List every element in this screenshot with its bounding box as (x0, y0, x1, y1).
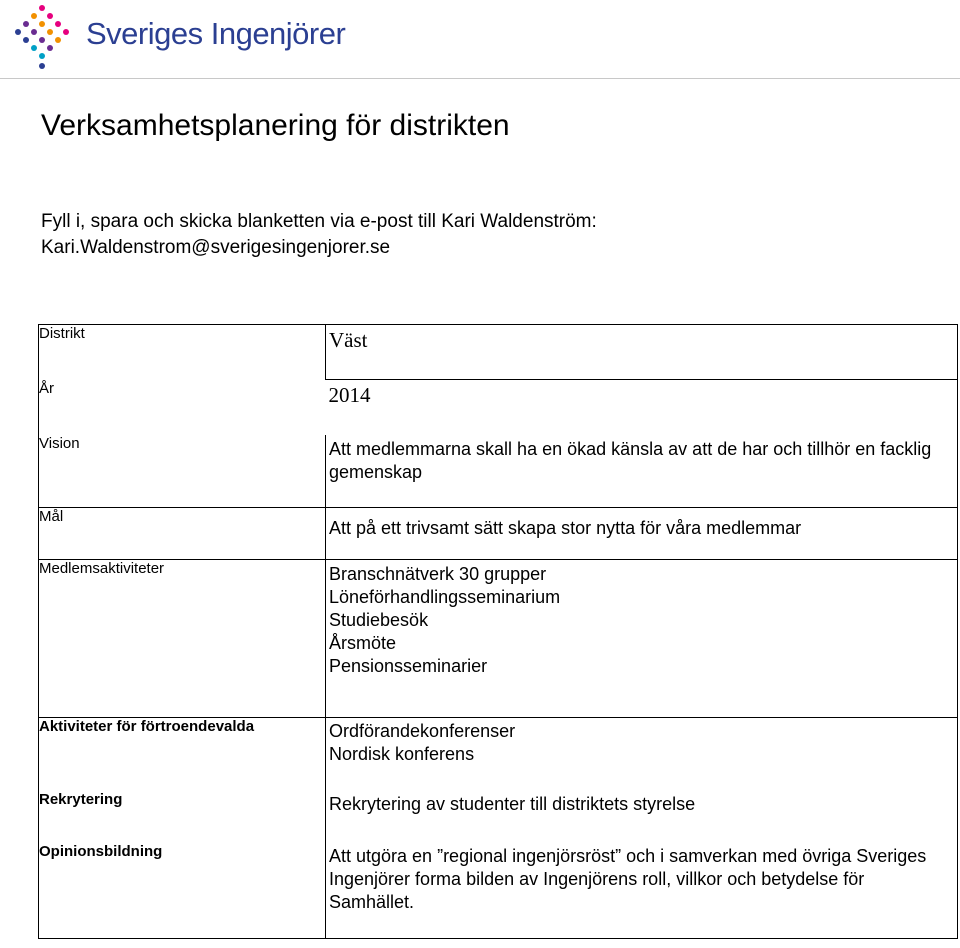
form-row-ar (39, 380, 958, 435)
instructions (41, 209, 681, 261)
form-row-opinionsbildning (39, 843, 958, 939)
form-row-rekrytering (39, 791, 958, 843)
header-divider (0, 78, 960, 79)
field-fortroendevalda[interactable] (326, 718, 958, 791)
form-row-distrikt (39, 325, 958, 380)
planning-form-table (38, 324, 958, 939)
form-row-fortroendevalda (39, 718, 958, 791)
field-rekrytering[interactable]: Rekrytering av studenter till distriktets styrelse (326, 791, 958, 843)
list-item: Pensionsseminarier (329, 656, 488, 676)
field-distrikt[interactable]: Väst (326, 325, 958, 380)
field-mal[interactable]: Att på ett trivsamt sätt skapa stor nytta för våra medlemmar (326, 508, 958, 560)
list-item: Studiebesök (329, 610, 429, 630)
list-item: Branschnätverk 30 grupper (329, 564, 547, 584)
dot-grid-logo-icon (6, 2, 78, 72)
label-ar: År (39, 380, 326, 435)
label-mal: Mål (39, 508, 326, 560)
field-opinionsbildning[interactable]: Att utgöra en ”regional ingenjörsröst” och i samverkan med övriga Sveriges Ingenjörer forma bilden av Ingenjörens roll, villkor och betydelse för Samhället. (326, 843, 958, 939)
list-item: Årsmöte (329, 633, 397, 653)
label-fortroendevalda: Aktiviteter för förtroendevalda (39, 718, 326, 791)
field-vision[interactable]: Att medlemmarna skall ha en ökad känsla av att de har och tillhör en facklig gemenskap (326, 435, 958, 508)
list-item: Nordisk konferens (329, 744, 475, 764)
email-address: Kari.Waldenstrom@sverigesingenjorer.se (41, 237, 391, 258)
field-ar[interactable]: 2014 (326, 380, 958, 435)
form-row-mal (39, 508, 958, 560)
label-vision: Vision (39, 435, 326, 508)
page-title: Verksamhetsplanering för distrikten (41, 109, 510, 142)
label-rekrytering: Rekrytering (39, 791, 326, 843)
label-distrikt: Distrikt (39, 325, 326, 380)
form-row-medlemsaktiviteter (39, 560, 958, 718)
field-medlemsaktiviteter[interactable] (326, 560, 958, 718)
list-item: Ordförandekonferenser (329, 721, 516, 741)
label-medlemsaktiviteter: Medlemsaktiviteter (39, 560, 326, 718)
logo-wordmark: Sveriges Ingenjörer (86, 16, 346, 51)
label-opinionsbildning: Opinionsbildning (39, 843, 326, 939)
instructions-line: Fyll i, spara och skicka blanketten via e-post till Kari Waldenström: (41, 211, 597, 232)
form-row-vision (39, 435, 958, 508)
list-item: Löneförhandlingsseminarium (329, 587, 561, 607)
